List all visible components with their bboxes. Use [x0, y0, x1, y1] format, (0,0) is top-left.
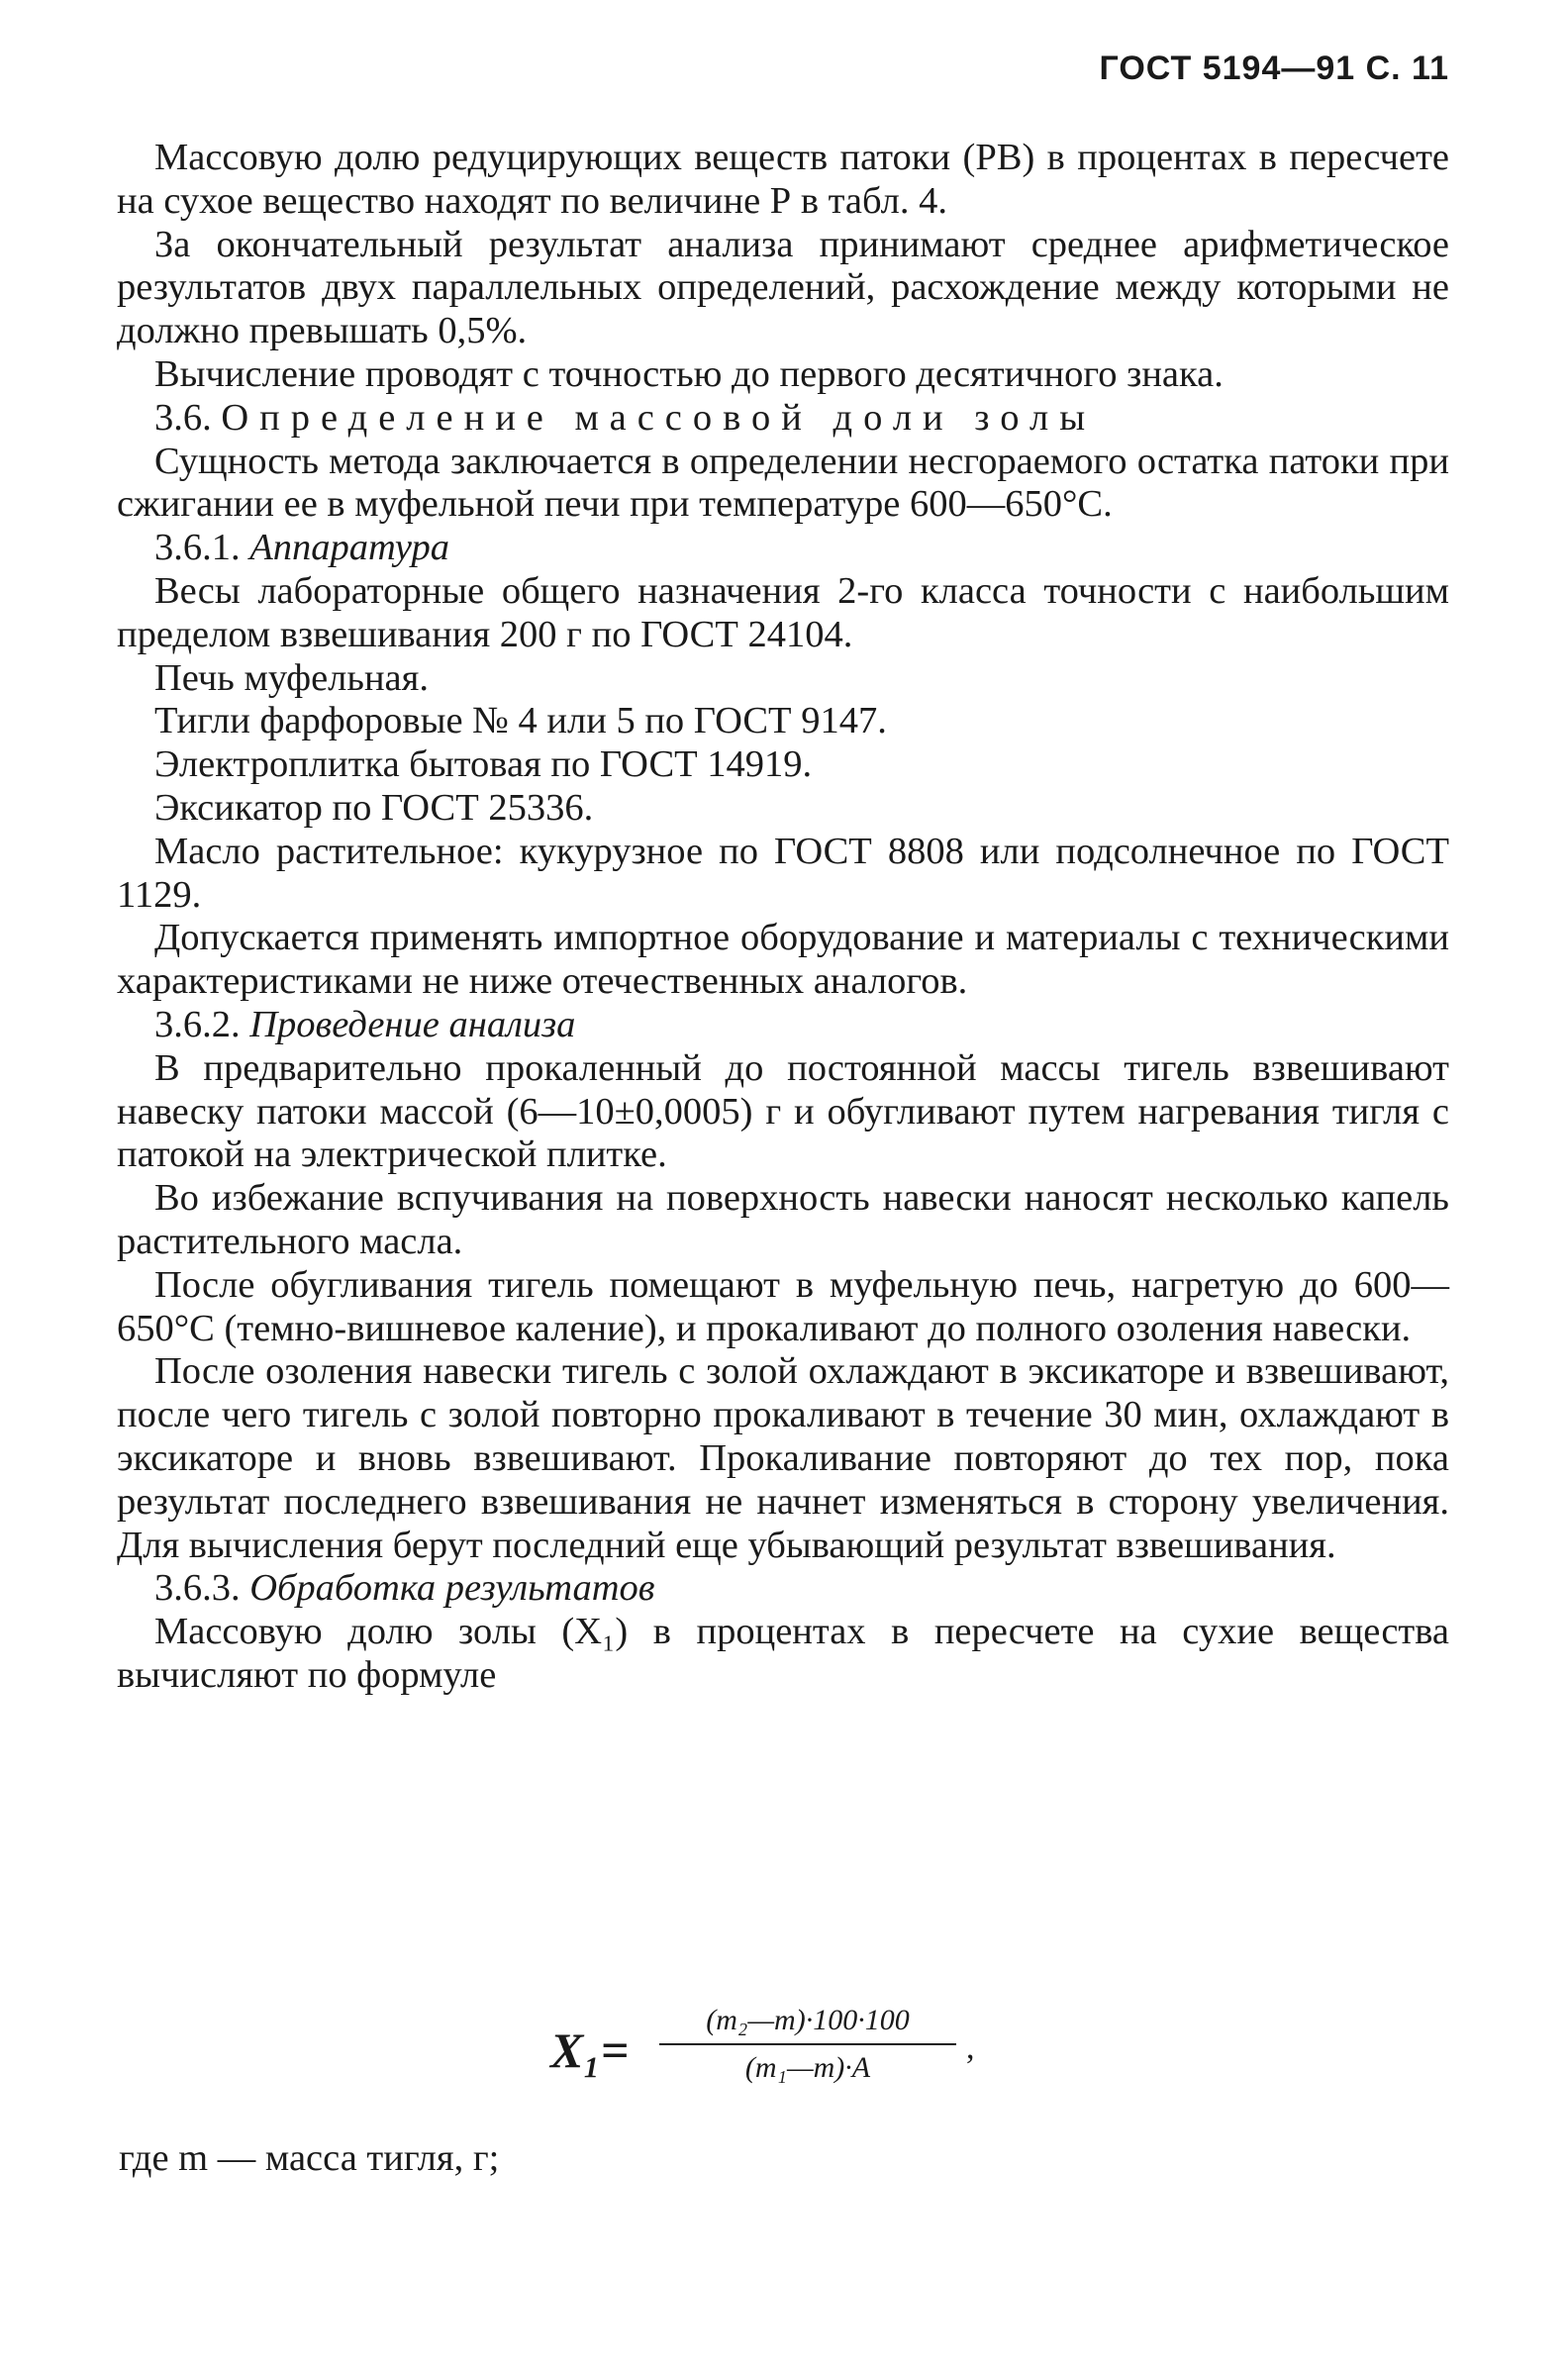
section-heading-3-6-3	[117, 1567, 1449, 1611]
fraction-bar	[659, 2043, 956, 2045]
paragraph: За окончательный результат анализа принимают среднее арифметическое результатов двух параллельных определений, расхождение между которыми не должно превышать 0,5%.	[117, 223, 1449, 352]
formula-denominator: (m₁—m)·A	[744, 2051, 871, 2084]
ash-formula	[550, 2002, 1006, 2101]
apparatus-item: Электроплитка бытовая по ГОСТ 14919.	[154, 743, 813, 786]
section-number: 3.6.	[154, 396, 212, 439]
section-heading-3-6-1	[117, 527, 1449, 570]
formula-fraction	[659, 2002, 956, 2087]
apparatus-item: Допускается применять импортное оборудование и материалы с техническими характеристиками не ниже отечественных аналогов.	[117, 917, 1449, 1003]
procedure-paragraph: Во избежание вспучивания на поверхность навески наносят несколько капель растительного масла.	[117, 1177, 1449, 1262]
paragraph: Массовую долю редуцирующих веществ патоки (РВ) в процентах в пересчете на сухое вещество находят по величине Р в табл. 4.	[117, 137, 1449, 222]
procedure-paragraph: В предварительно прокаленный до постоянной массы тигель взвешивают навеску патоки массой (6—10±0,0005) г и обугливают путем нагревания тигля с патокой на электрической плитке.	[117, 1046, 1449, 1176]
paragraph: Сущность метода заключается в определении несгораемого остатка патоки при сжигании ее в муфельной печи при температуре 600—650°С.	[117, 440, 1449, 526]
paragraph: Массовую долю золы (X₁) в процентах в пересчете на сухие вещества вычисляют по формуле	[117, 1611, 1449, 1696]
formula-lhs: X₁=	[550, 2022, 630, 2078]
section-number: 3.6.3.	[154, 1567, 241, 1610]
apparatus-item: Тигли фарфоровые № 4 или 5 по ГОСТ 9147.	[154, 700, 887, 742]
document-body	[117, 137, 1449, 1698]
apparatus-item: Весы лабораторные общего назначения 2-го класса точности с наибольшим пределом взвешивания 200 г по ГОСТ 24104.	[117, 569, 1449, 655]
section-title: Обработка результатов	[249, 1567, 655, 1610]
section-number: 3.6.2.	[154, 1003, 241, 1045]
formula-comma: ,	[966, 2029, 975, 2066]
section-heading-3-6	[117, 397, 1449, 441]
section-title: Определение массовой доли золы	[221, 396, 1097, 439]
section-number: 3.6.1.	[154, 527, 241, 569]
page-header: ГОСТ 5194—91 С. 11	[1099, 49, 1449, 87]
apparatus-item: Печь муфельная.	[154, 656, 429, 699]
paragraph: Вычисление проводят с точностью до первого десятичного знака.	[154, 352, 1224, 395]
apparatus-item: Масло растительное: кукурузное по ГОСТ 8808 или подсолнечное по ГОСТ 1129.	[117, 830, 1449, 916]
section-heading-3-6-2	[117, 1004, 1449, 1047]
procedure-paragraph: После озоления навески тигель с золой охлаждают в эксикаторе и взвешивают, после чего тигель с золой повторно прокаливают в течение 30 мин, охлаждают в эксикаторе и вновь взвешивают. Прокаливание повторяют до тех пор, пока результат последнего взвешивания не начнет изменяться в сторону увеличения. Для вычисления берут последний еще убывающий результат взвешивания.	[117, 1350, 1449, 1566]
procedure-paragraph: После обугливания тигель помещают в муфельную печь, нагретую до 600—650°С (темно-вишневое каление), и прокаливают до полного озоления навески.	[117, 1263, 1449, 1349]
apparatus-item: Эксикатор по ГОСТ 25336.	[154, 786, 594, 829]
formula-numerator: (m₂—m)·100·100	[706, 2004, 910, 2036]
where-line: где m — масса тигля, г;	[119, 2137, 500, 2179]
section-title: Аппаратура	[249, 527, 449, 569]
section-title: Проведение анализа	[249, 1003, 576, 1045]
